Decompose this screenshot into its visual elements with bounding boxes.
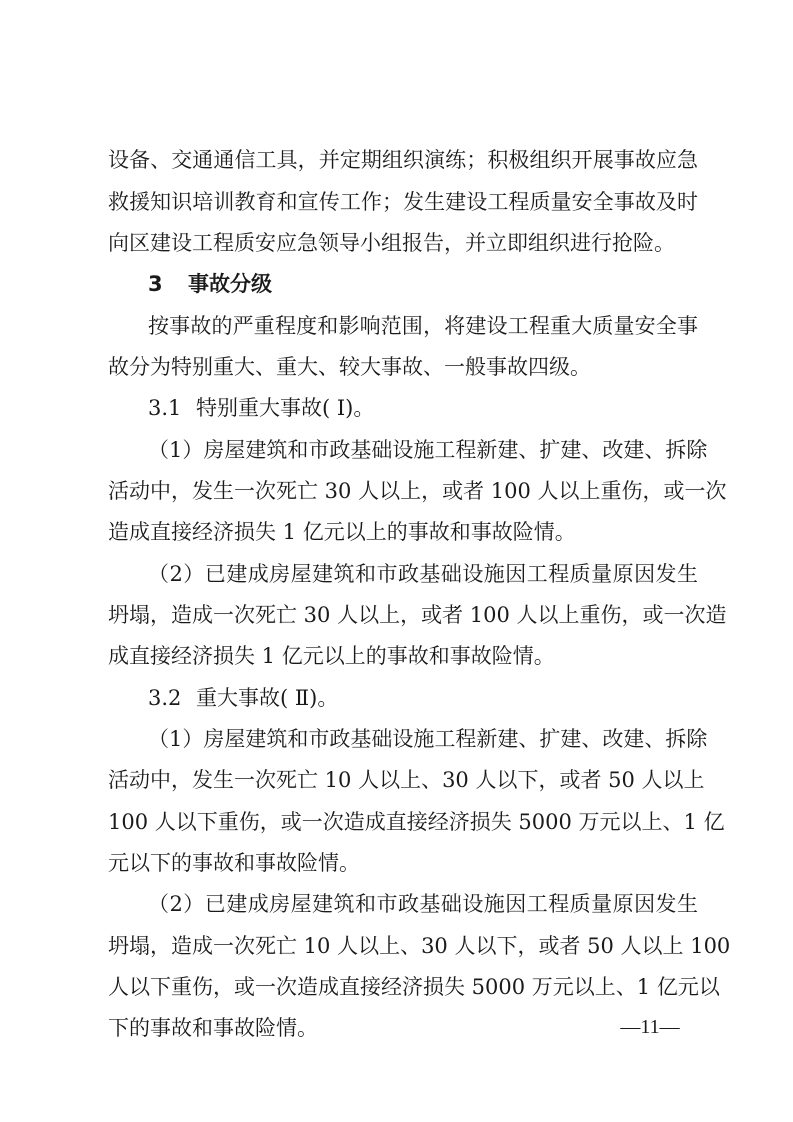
page-number: —11— bbox=[620, 1016, 680, 1038]
paragraph-line: 成直接经济损失 1 亿元以上的事故和事故险情。 bbox=[108, 644, 555, 668]
paragraph-line: 坍塌，造成一次死亡 30 人以上，或者 100 人以上重伤，或一次造 bbox=[108, 603, 727, 627]
subsection-title: 特别重大事故( Ⅰ)。 bbox=[196, 396, 375, 420]
paragraph-line: 设备、交通通信工具，并定期组织演练；积极组织开展事故应急 bbox=[108, 148, 698, 172]
paragraph-line: 活动中，发生一次死亡 10 人以上、30 人以下，或者 50 人以上 bbox=[108, 768, 705, 792]
subsection-heading bbox=[148, 389, 698, 427]
subsection-number: 3.1 bbox=[148, 396, 182, 420]
paragraph-line: 按事故的严重程度和影响范围，将建设工程重大质量安全事 bbox=[148, 314, 698, 338]
paragraph-line: （1）房屋建筑和市政基础设施工程新建、扩建、改建、拆除 bbox=[148, 438, 708, 462]
paragraph-line: 故分为特别重大、重大、较大事故、一般事故四级。 bbox=[108, 355, 591, 379]
paragraph-line: 元以下的事故和事故险情。 bbox=[108, 851, 360, 875]
paragraph-line: 活动中，发生一次死亡 30 人以上，或者 100 人以上重伤，或一次 bbox=[108, 479, 727, 503]
paragraph-line: 坍塌，造成一次死亡 10 人以上、30 人以下，或者 50 人以上 100 bbox=[108, 934, 731, 958]
subsection-heading bbox=[148, 679, 698, 717]
paragraph-line: 向区建设工程质安应急领导小组报告，并立即组织进行抢险。 bbox=[108, 231, 675, 255]
subsection-number: 3.2 bbox=[148, 686, 182, 710]
subsection-title: 重大事故( Ⅱ)。 bbox=[196, 686, 339, 710]
paragraph-line: 造成直接经济损失 1 亿元以上的事故和事故险情。 bbox=[108, 520, 576, 544]
paragraph-line: （2）已建成房屋建筑和市政基础设施因工程质量原因发生 bbox=[148, 562, 698, 586]
paragraph-line: 人以下重伤，或一次造成直接经济损失 5000 万元以上、1 亿元以 bbox=[108, 975, 720, 999]
section-title: 事故分级 bbox=[188, 272, 272, 296]
paragraph-line: （2）已建成房屋建筑和市政基础设施因工程质量原因发生 bbox=[148, 892, 698, 916]
paragraph-line: 100 人以下重伤，或一次造成直接经济损失 5000 万元以上、1 亿 bbox=[108, 810, 725, 834]
paragraph-line: （1）房屋建筑和市政基础设施工程新建、扩建、改建、拆除 bbox=[148, 727, 708, 751]
paragraph-line: 下的事故和事故险情。 bbox=[108, 1016, 318, 1040]
section-heading bbox=[148, 265, 698, 303]
paragraph-line: 救援知识培训教育和宣传工作；发生建设工程质量安全事故及时 bbox=[108, 190, 698, 214]
section-number: 3 bbox=[148, 272, 163, 296]
